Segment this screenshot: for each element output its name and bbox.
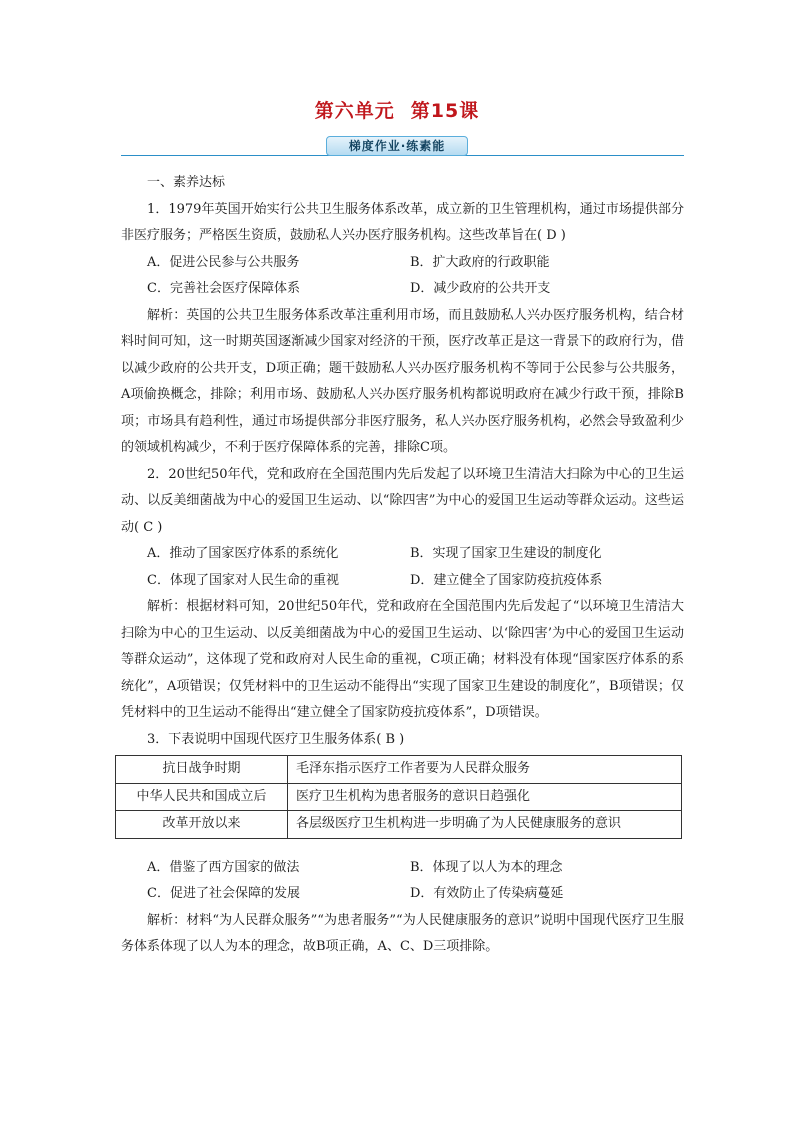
table-cell-period: 抗日战争时期 (116, 756, 288, 784)
unit-title: 第六单元 (314, 100, 395, 122)
table-cell-desc: 医疗卫生机构为患者服务的意识日趋强化 (288, 783, 682, 811)
question-1-analysis: 解析：英国的公共卫生服务体系改革注重利用市场，而且鼓励私人兴办医疗服务机构，结合材料时间可知，这一时期英国逐渐减少国家对经济的干预，医疗改革正是这一背景下的政府行为，借以减少政府的公共开支，D项正确；题干鼓励私人兴办医疗服务机构不等同于公民参与公共服务，A项偷换概念，排除；利用市场、鼓励私人兴办医疗服务机构都说明政府在减少行政干预，排除B项；市场具有趋利性，通过市场提供部分非医疗服务，私人兴办医疗服务机构，必然会导致盈利少的领域机构减少，不利于医疗保障体系的完善，排除C项。 (121, 307, 684, 455)
option-b: B．实现了国家卫生建设的制度化 (410, 546, 602, 561)
question-1-stem: 1．1979年英国开始实行公共卫生服务体系改革，成立新的卫生管理机构，通过市场提供部分非医疗服务；严格医生资质，鼓励私人兴办医疗服务机构。这些改革旨在( D ) (121, 201, 684, 243)
option-c: C．促进了社会保障的发展 (147, 886, 300, 901)
page-title (0, 96, 794, 123)
question-2-stem: 2．20世纪50年代，党和政府在全国范围内先后发起了以环境卫生清洁大扫除为中心的卫生运动、以反美细菌战为中心的爱国卫生运动、以“除四害”为中心的爱国卫生运动等群众运动。这些运动( C ) (121, 466, 684, 535)
table-cell-period: 中华人民共和国成立后 (116, 783, 288, 811)
lesson-title: 第15课 (410, 100, 480, 122)
exercise-content (121, 170, 684, 961)
table-cell-desc: 毛泽东指示医疗工作者要为人民群众服务 (288, 756, 682, 784)
option-c: C．体现了国家对人民生命的重视 (147, 572, 339, 588)
section-banner: 梯度作业·练素能 (326, 136, 468, 156)
question-3-options (121, 855, 684, 908)
option-b: B．体现了以人为本的理念 (410, 859, 563, 875)
table-cell-desc: 各层级医疗卫生机构进一步明确了为人民健康服务的意识 (288, 811, 682, 839)
question-3-table (115, 755, 682, 839)
option-d: D．有效防止了传染病蔓延 (410, 886, 564, 901)
question-3-analysis: 解析：材料“为人民群众服务”“为患者服务”“为人民健康服务的意识”说明中国现代医疗卫生服务体系体现了以人为本的理念，故B项正确，A、C、D三项排除。 (121, 912, 684, 954)
option-a: A．借鉴了西方国家的做法 (147, 859, 300, 875)
table-cell-period: 改革开放以来 (116, 811, 288, 839)
option-a: A．推动了国家医疗体系的系统化 (147, 546, 339, 561)
table-row (116, 756, 682, 784)
option-b: B．扩大政府的行政职能 (410, 254, 550, 270)
question-3-stem: 3．下表说明中国现代医疗卫生服务体系( B ) (147, 731, 405, 747)
table-row (116, 811, 682, 839)
question-1-options (121, 250, 684, 303)
question-2-analysis: 解析：根据材料可知，20世纪50年代，党和政府在全国范围内先后发起了“以环境卫生清洁大扫除为中心的卫生运动、以反美细菌战为中心的爱国卫生运动、以‘除四害’为中心的爱国卫生运动等群众运动”，这体现了党和政府对人民生命的重视，C项正确；材料没有体现“国家医疗体系的系统化”，A项错误；仅凭材料中的卫生运动不能得出“实现了国家卫生建设的制度化”，B项错误；仅凭材料中的卫生运动不能得出“建立健全了国家防疫抗疫体系”，D项错误。 (121, 599, 684, 720)
table-row (116, 783, 682, 811)
question-2-options (121, 541, 684, 594)
option-c: C．完善社会医疗保障体系 (147, 281, 300, 296)
option-d: D．减少政府的公共开支 (410, 281, 551, 296)
section-heading: 一、素养达标 (147, 175, 226, 190)
option-a: A．促进公民参与公共服务 (147, 254, 300, 270)
option-d: D．建立健全了国家防疫抗疫体系 (410, 572, 603, 588)
